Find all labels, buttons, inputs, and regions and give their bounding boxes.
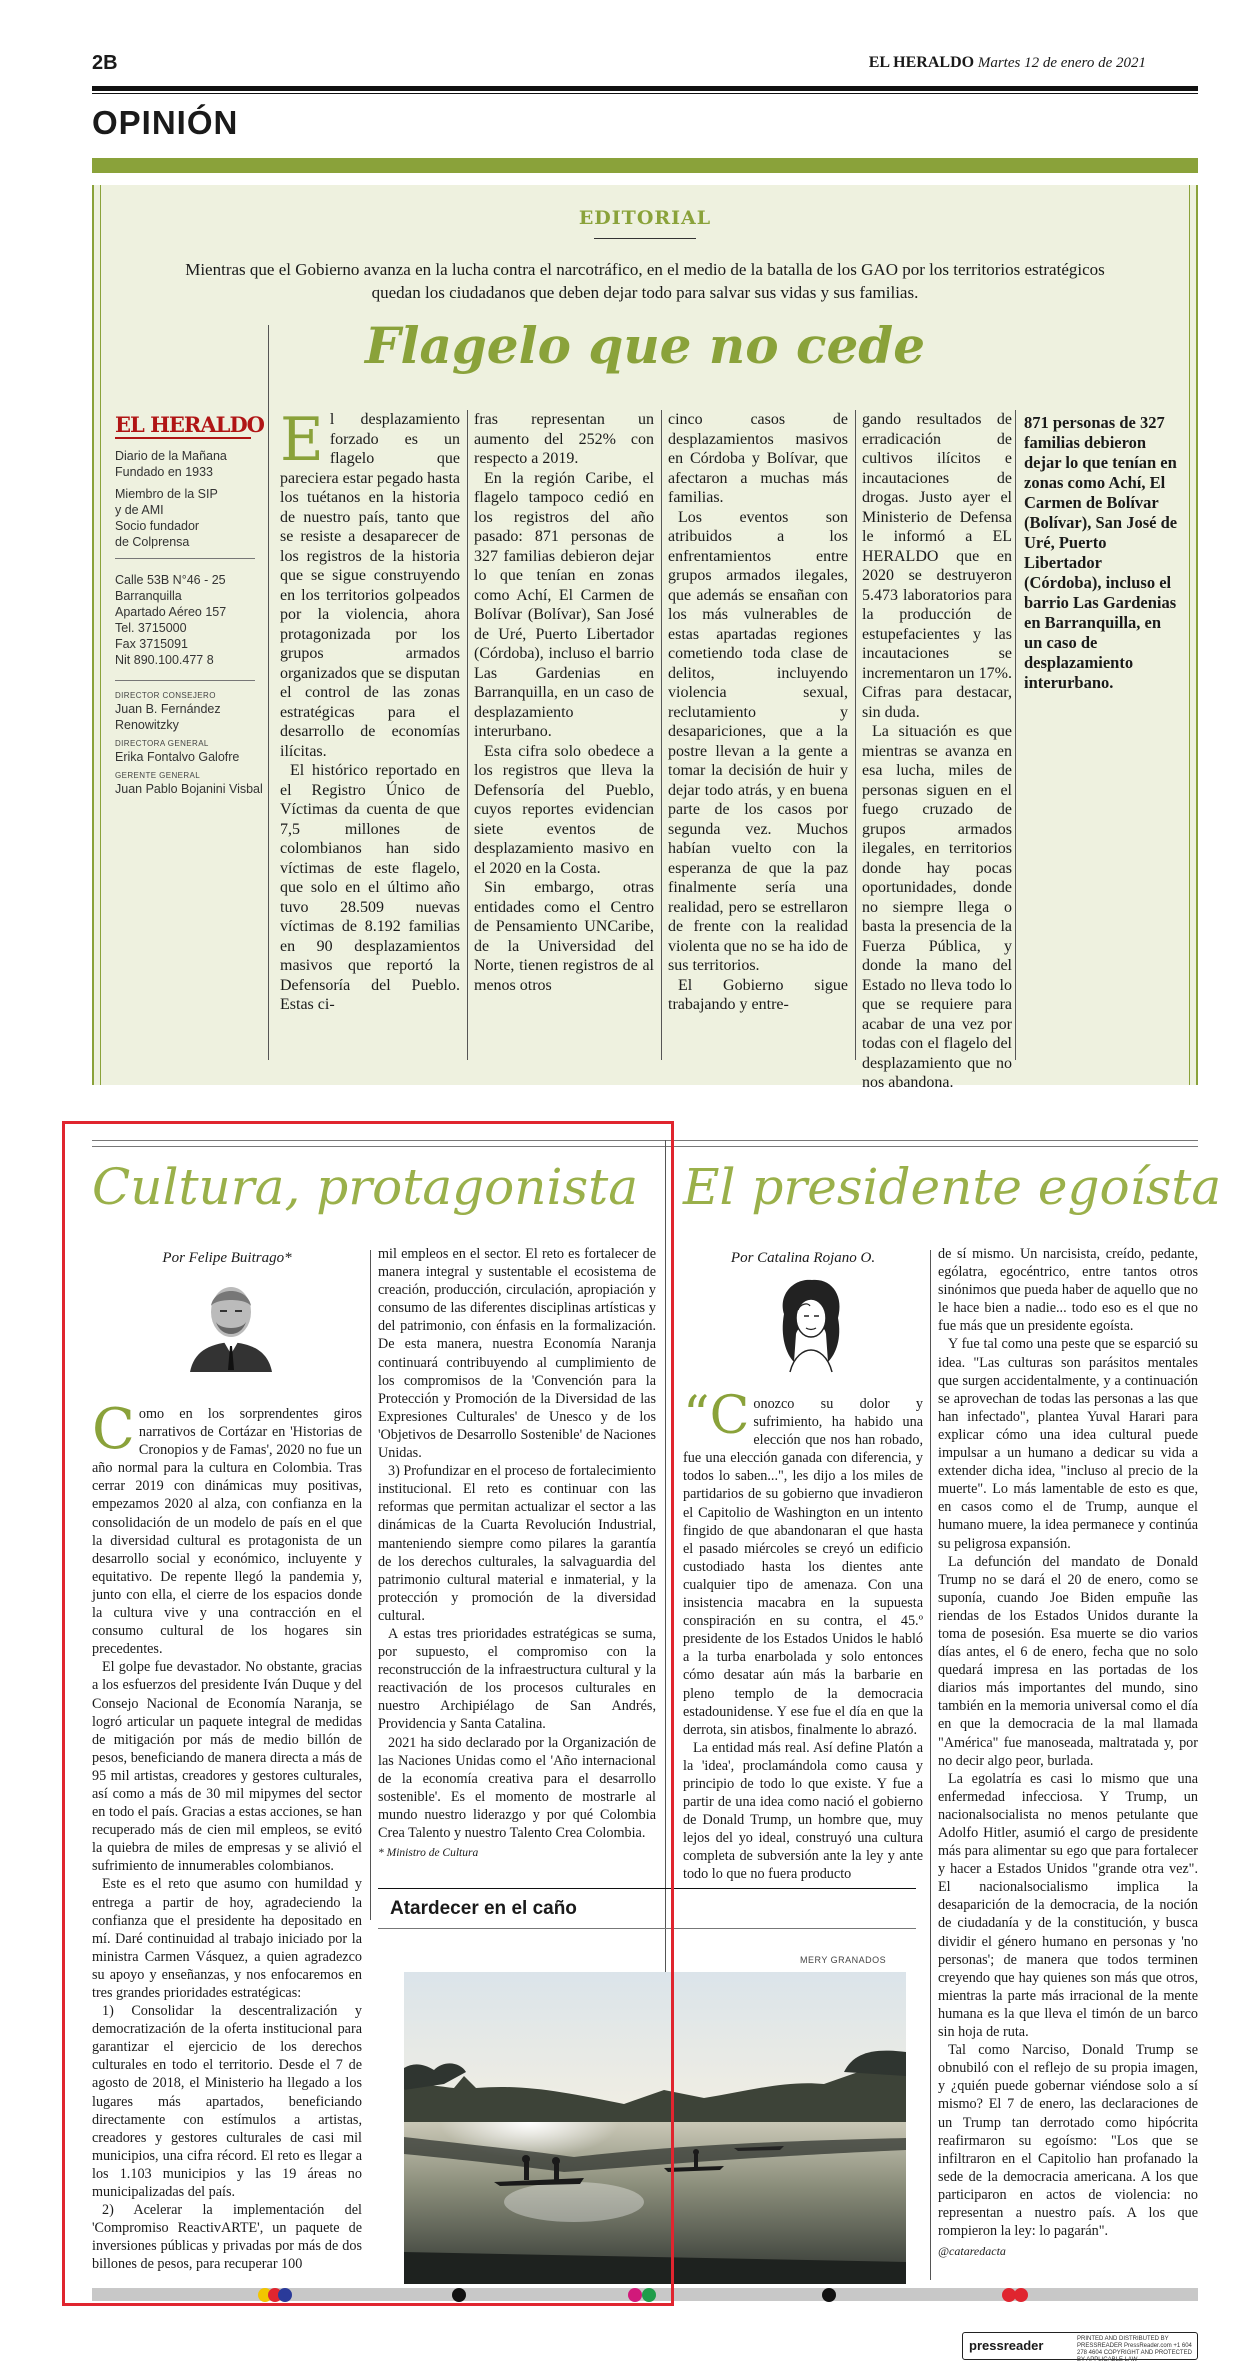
photo-credit: MERY GRANADOS: [800, 1955, 887, 1965]
registration-dot: [1014, 2288, 1028, 2302]
section-accent-bar: [92, 158, 1198, 173]
paper-name: EL HERALDO: [868, 54, 975, 71]
pressreader-notice: PRINTED AND DISTRIBUTED BY PRESSREADER PressReader.com +1 604 278 4604 COPYRIGHT AND PROTECTED BY APPLICABLE LAW: [1077, 2336, 1192, 2363]
column-left-text-b: mil empleos en el sector. El reto es fortalecer de manera integral y sustentable el ecosistema de creación, producción, circulación, apropiación y consumo de las diferentes disciplinas artísticas y del patrimonio, con énfasis en la formalización. De esta manera, nuestra Economía Naranja continuará contribuyendo al cumplimiento de los compromisos de la 'Convención para la Protección y Promoción de la Diversidad de las Expresiones Culturales' de Unesco y de los 'Objetivos de Desarrollo Sostenible' de Naciones Unidas. 3) Profundizar en el proceso de fortalecimiento institucional. El reto es continuar con las reformas que permitan actualizar el sector a las dinámicas de la Cuarta Revolución Industrial, manteniendo siempre como pilares la garantía de los derechos culturales, la salvaguardia del patrimonio cultural material e inmaterial, y la protección y promoción de la diversidad cultural. A estas tres prioridades estratégicas se suma, por supuesto, el compromiso con la reconstrucción de la infraestructura cultural y la reactivación de los procesos culturales en nuestro Archipiélago de San Andrés, Providencia y Santa Catalina. 2021 ha sido declarado por la Organización de las Naciones Unidas como el 'Año internacional de la economía creativa para el desarrollo sostenible'. Es el momento de mostrarle al mundo nuestro liderazgo y por qué Colombia Crea Talento y nuestro Talento Crea Colombia. * Ministro de Cultura: [378, 1245, 656, 1865]
pressreader-brand: pressreader: [969, 2338, 1044, 2353]
dropcap: “C: [683, 1386, 750, 1446]
editorial-column-divider: [268, 325, 269, 1060]
editorial-column-1: E l desplazamiento forzado es un flagelo que pareciera estar pegado hasta los tuétanos en la historia de nuestro país, tanto que se resiste a desaparecer de los registros de la historia que se sigue construyendo en los territorios golpeados por la violencia, ahora protagonizada por los grupos armados organizados que se disputan el control de las zonas estratégicas para el desarrollo de economías ilícitas. El histórico reportado en el Registro Único de Víctimas da cuenta de que 7,5 millones de colombianos han sido víctimas de este flagelo, que solo en el último año tuvo 28.509 nuevas víctimas de 8.192 familias en 90 desplazamientos masivos que reportó la Defensoría del Pueblo. Estas ci-: [280, 405, 460, 1013]
editorial-label-rule: [594, 238, 696, 239]
column-divider: [930, 1250, 931, 2280]
column-right-text-a: “C onozco su dolor y sufrimiento, ha habido una elección que nos han robado, fue una elección ganada con diferencia, y todos lo saben...", les dijo a los miles de partidarios de su gobierno que invadieron el Capitolio de Washington en un intento fingido de que abandonaran el que hasta el pasado miércoles se creyó un edificio custodiado hasta los dientes ante cualquier tipo de amenaza. Con una insistencia macabra en la supuesta conspiración en su contra, el 45.º presidente de los Estados Unidos le habló a la turba enarbolada y solo entonces cómo desatar aún más la barbarie en pleno templo de la democracia estadounidense. Y ese fue el día en que la derrota, sin atisbos, finalmente lo abrazó. La entidad más real. Así define Platón a la 'idea', proclamándola como causa y principio de todo lo que existe. Y fue a partir de una idea como nació el gobierno de Donald Trump, un hombre que, muy lejos del yo ideal, construyó una cultura completa de subversión ante la ley y ante todo lo que no fuera producto: [683, 1386, 923, 1883]
column-divider: [1015, 410, 1016, 1060]
section-title: OPINIÓN: [92, 104, 239, 141]
masthead-address: Calle 53B N°46 - 25 Barranquilla Apartado Aéreo 157 Tel. 3715000 Fax 3715091 Nit 890.100.477 8: [115, 573, 227, 667]
byline-left: Por Felipe Buitrago*: [162, 1250, 292, 1266]
column-title-left: Cultura, protagonista: [92, 1158, 639, 1216]
editorial-label: EDITORIAL: [578, 207, 712, 229]
el-heraldo-logo: EL HERALDO: [115, 412, 264, 437]
registration-dot: [822, 2288, 836, 2302]
logo-underline: [115, 437, 251, 439]
column-title-right: El presidente egoísta: [683, 1158, 1222, 1216]
author-handle: @cataredacta: [938, 2244, 1006, 2259]
column-divider: [855, 410, 856, 1060]
photo-label: Atardecer en el caño: [390, 1898, 577, 1919]
editorial-column-4: gando resultados de erradicación de cultivos ilícitos e incautaciones de drogas. Justo ayer el Ministerio de Defensa le informó a EL HERALDO que en 2020 se destruyeron 5.473 laboratorios para la producción de estupefacientes y las incautaciones se incrementaron un 17%. Cifras para destacar, sin duda. La situación es que mientras se avanza en esa lucha, miles de personas siguen en el fuego cruzado de grupos armados ilegales, en territorios donde hay pocas oportunidades, donde no siempre llega o basta la presencia de la Fuerza Pública, y donde la mano del Estado no lleva todo lo que se requiere para acabar de una vez por todas con el flagelo del desplazamiento que no nos abandona.: [862, 411, 1012, 1091]
dropcap: E: [280, 405, 324, 475]
masthead-rule-thin: [92, 93, 1198, 94]
masthead-rule: [92, 86, 1198, 91]
page-number: 2B: [92, 52, 118, 74]
dateline: [869, 54, 1146, 72]
column-divider: [661, 410, 662, 1060]
masthead-info: Diario de la Mañana Fundado en 1933 Miembro de la SIP y de AMI Socio fundador de Colprensa: [115, 449, 227, 549]
editorial-column-2: fras representan un aumento del 252% con respecto a 2019. En la región Caribe, el flagelo tampoco cedió en los registros del año pasado: 871 personas de 327 familias debieron dejar lo que tenían en zonas como Achí, El Carmen de Bolívar (Bolívar), San José de Uré, Puerto Libertador (Córdoba), incluso el barrio Las Gardenias en Barranquilla, en un caso de desplazamiento interurbano. Esta cifra solo obedece a los registros que lleva la Defensoría del Pueblo, cuyos reportes evidencian siete eventos de desplazamiento masivo en el 2020 en la Costa. Sin embargo, otras entidades como el Centro de Pensamiento UNCaribe, de la Universidad del Norte, tienen registros de al menos otros: [474, 411, 654, 994]
editorial-deck: Mientras que el Gobierno avanza en la lucha contra el narcotráfico, en el medio de la batalla de los GAO por los territorios estratégicos quedan los ciudadanos que deben dejar todo para salvar sus vidas y sus familias.: [185, 260, 1105, 302]
footnote: * Ministro de Cultura: [378, 1847, 479, 1860]
column-right-text-b: de sí mismo. Un narcisista, creído, pedante, ególatra, egocéntrico, entre tantos otros sinónimos que pueda haber de aquello que no le hace bien a nadie... todo eso es el que no fue más que un presidente egoísta. Y fue tal como una peste que se esparció su idea. "Las culturas son parásitos mentales que surgen accidentalmente, y a continuación se aprovechan de todas las personas a las que han infectado", plantea Yuval Harari para explicar cómo una idea cultural puede impulsar a un humano a dedicar su vida a extender dicha idea, "incluso al precio de la muerte". Lo más lamentable de esto es que, en casos como el de Trump, aunque el humano muere, la idea permanece y continúa su peligrosa expansión. La defunción del mandato de Donald Trump no se dará el 20 de enero, como se suponía, cuando Joe Biden empuñe las riendas de los Estados Unidos durante la toma de posesión. Esa muerte se dio varios días antes, el 6 de enero, fecha que no solo quedará impresa en las portadas de los diarios más importantes del mundo, sino también en la memoria universal como el día en que la democracia de la mal llamada "América" fue manoseada, maltratada y, por no decir algo peor, burlada. La egolatría es casi lo mismo que una enfermedad infecciosa. Y Trump, un nacionalsocialista no menos petulante que Adolfo Hitler, asumió el cargo de presidente más para alimentar su ego que para fortalecer y hacer a Estados Unidos "grande otra vez". El nacionalsocialismo implica la desaparición de la democracia, de la noción de ciudadanía y de la constitución, y busca dividir el género humano en personas y 'no personas'; de manera que todos terminen creyendo que hay quienes son más que otros, mientras la parte más irracional de la mente humana es la que lleva el timón de un barco sin hoja de ruta. Tal como Narciso, Donald Trump se obnubiló con el reflejo de su propia imagen, y ¿quién puede gobernar viéndose solo a sí mismo? El 7 de enero, las declaraciones de un Trump tan derrotado como hipócrita reafirmaron su egoísmo: "Los que se infiltraron en el Capitolio han profanado la sede de la democracia americana. A los que participaron en actos de violencia: no representan a nuestro país. A los que rompieron la ley: lo pagarán". @cataredacta: [938, 1245, 1198, 2285]
editorial-headline: Flagelo que no cede: [364, 316, 926, 375]
issue-date: Martes 12 de enero de 2021: [977, 55, 1146, 71]
highlight-frame: [62, 1121, 674, 2306]
pressreader-logo[interactable]: [962, 2332, 1198, 2363]
byline-right: Por Catalina Rojano O.: [730, 1250, 876, 1266]
dropcap: C: [92, 1397, 135, 1462]
masthead-divider: [115, 680, 255, 681]
pull-quote: 871 personas de 327 familias debieron dejar lo que tenían en zonas como Achí, El Carmen de Bolívar (Bolívar), San José de Uré, Puerto Libertador (Córdoba), incluso el barrio Las Gardenias en Barranquilla, en un caso de desplazamiento interurbano.: [1024, 413, 1178, 692]
masthead-staff: DIRECTOR CONSEJERO Juan B. Fernández Renowitzky DIRECTORA GENERAL Erika Fontalvo Galofre GERENTE GENERAL Juan Pablo Bojanini Visbal: [115, 691, 263, 796]
masthead-divider: [115, 558, 255, 559]
column-divider: [467, 410, 468, 1060]
editorial-column-3: cinco casos de desplazamientos masivos en Córdoba y Bolívar, que afectaron a muchas más familias. Los eventos son atribuidos a los enfrentamientos entre grupos armados ilegales, que además se ensañan con los más vulnerables de estas apartadas regiones cometiendo toda clase de delitos, incluyendo violencia sexual, reclutamiento y desapariciones, que a la postre llevan a la gente a tomar la decisión de huir y dejar todo atrás, y en buena parte de los casos por segunda vez. Muchos habían vuelto con la esperanza de que la paz finalmente sería una realidad, pero se estrellaron de frente con la realidad violenta que no se ha ido de sus territorios. El Gobierno sigue trabajando y entre-: [668, 411, 848, 1013]
column-left-text-a: C omo en los sorprendentes giros narrativos de Cortázar en 'Historias de Cronopios y de Famas', 2020 no fue un año normal para la cultura en Colombia. Tras cerrar 2019 con dinámicas muy positivas, empezamos 2020 al alza, con confianza en la consolidación de un modelo de país en el que la diversidad cultural es protagonista de un desarrollo social y económico, incluyente y equitativo. De repente llegó la pandemia y, junto con ella, el cierre de los espacios donde la cultura vive y una contracción en el consumo cultural de los hogares sin precedentes. El golpe fue devastador. No obstante, gracias a los esfuerzos del presidente Iván Duque y del Consejo Nacional de Economía Naranja, se logró articular un paquete integral de medidas de mitigación por más de medio billón de pesos, beneficiando de manera directa a más de 95 mil artistas, creadores y gestores culturales, así como a más de 30 mil mipymes del sector en todo el país. Gracias a estas acciones, se han recuperado más de cien mil empleos, se evitó la quiebra de miles de empresas y se alivió el sufrimiento de innumerables colombianos. Este es el reto que asumo con humildad y entrega a partir de hoy, agradeciendo la confianza que el presidente ha depositado en mí. Daré continuidad al trabajo iniciado por la ministra Carmen Vásquez, a quien agradezco su apoyo y enseñanzas, y nos enfocaremos en tres grandes prioridades estratégicas: 1) Consolidar la descentralización y democratización de la oferta institucional para garantizar el ejercicio de los derechos culturales en todo el territorio. Desde el 7 de agosto de 2018, el Ministerio ha llegado a los lugares más apartados, beneficiando directamente con estímulos a artistas, creadores y gestores culturales de casi mil municipios, una cifra récord. El reto es llegar a los 1.103 municipios y las 19 áreas no municipalizadas del país. 2) Acelerar la implementación del 'Compromiso ReactivARTE', un paquete de inversiones públicas y privadas por más de dos billones de pesos, para recuperar 100: [92, 1397, 362, 2273]
author-portrait-right: [766, 1274, 856, 1372]
